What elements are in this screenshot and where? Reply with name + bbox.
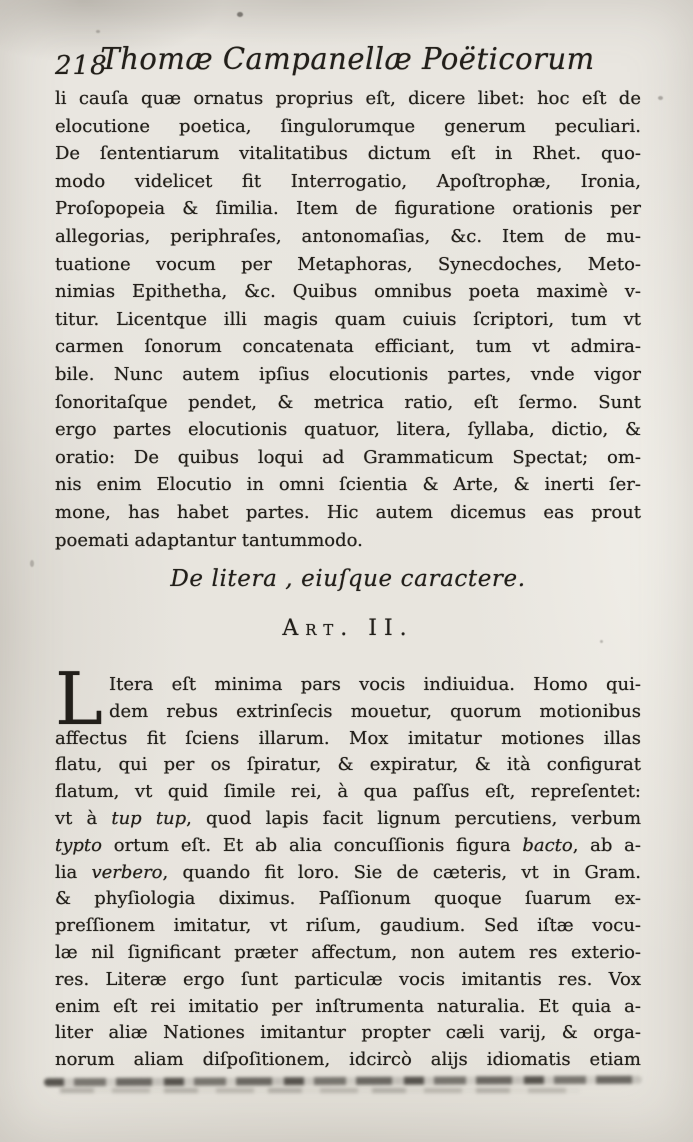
text-line: [55, 306, 641, 334]
text-segment: verbero: [91, 861, 163, 883]
text-segment: ſonoritaſque pendet, & metrica ratio, eſt ſermo. Sunt: [55, 391, 641, 413]
text-line: [55, 416, 641, 444]
text-segment: oratio: De quibus loqui ad Grammaticum Spectat; om-: [55, 446, 641, 468]
text-segment: liter aliæ Nationes imitantur propter cæli varij, & orga-: [55, 1022, 641, 1044]
text-line: [55, 278, 641, 306]
text-line: [55, 699, 641, 726]
cutoff-text-artifact-faint: [60, 1088, 580, 1093]
text-line: [55, 1020, 641, 1047]
text-segment: enim eſt rei imitatio per inſtrumenta naturalia. Et quia a-: [55, 995, 641, 1017]
text-line: [55, 389, 641, 417]
paragraph-elocution: [55, 85, 641, 554]
text-line: [55, 913, 641, 940]
paragraph-litera-lines: [55, 672, 641, 1074]
text-line: [55, 361, 641, 389]
text-segment: li cauſa quæ ornatus proprius eſt, dicere libet: hoc eſt de: [55, 88, 641, 109]
text-line: [55, 471, 641, 499]
text-segment: vt à: [55, 807, 112, 829]
text-line: [55, 195, 641, 223]
text-segment: flatu, qui per os ſpiratur, & expiratur, & ità configurat: [55, 754, 641, 776]
text-segment: bile. Nunc autem ipſius elocutionis partes, vnde vigor: [55, 363, 641, 385]
text-line: [55, 499, 641, 527]
text-segment: nis enim Elocutio in omni ſcientia & Arte, & inerti ſer-: [55, 474, 641, 496]
text-segment: lia: [55, 861, 92, 883]
text-segment: tup tup: [111, 807, 187, 829]
scan-speckle: [658, 96, 663, 100]
text-line: [55, 333, 641, 361]
text-segment: De ſententiarum vitalitatibus dictum eſt in Rhet. quo-: [55, 143, 641, 165]
text-line: [55, 444, 641, 472]
text-line: [55, 967, 641, 994]
text-line: [55, 527, 641, 555]
text-segment: norum aliam diſpoſitionem, idcircò alijs idiomatis etiam: [55, 1049, 641, 1071]
text-segment: Proſopopeia & ſimilia. Item de figuratione orationis per: [55, 198, 641, 220]
scan-speckle: [96, 30, 100, 33]
text-line: [55, 223, 641, 251]
text-segment: , quod lapis facit lignum percutiens, verbum: [186, 807, 642, 829]
text-segment: tuatione vocum per Metaphoras, Synecdoches, Meto-: [55, 253, 641, 275]
text-segment: elocutione poetica, ſingulorumque generum peculiari.: [55, 115, 641, 137]
text-segment: læ nil ſignificant præter affectum, non autem res exterio-: [55, 941, 641, 963]
dropcap-letter-L: L: [55, 657, 103, 741]
text-line: [55, 168, 641, 196]
text-line: [55, 779, 641, 806]
text-segment: , ab a-: [572, 834, 641, 856]
text-line: [55, 940, 641, 967]
text-line: [55, 886, 641, 913]
text-line: [55, 833, 641, 860]
text-line: [55, 251, 641, 279]
text-line: [55, 726, 641, 753]
text-segment: ortum eſt. Et ab alia concuſſionis figura: [102, 834, 523, 856]
text-segment: nimias Epithetha, &c. Quibus omnibus poeta maximè v-: [55, 281, 641, 303]
text-line: [55, 113, 641, 141]
running-title: Thomæ Campanellæ Poëticorum: [100, 41, 595, 77]
text-segment: titur. Licentque illi magis quam cuiuis ſcriptori, tum vt: [55, 308, 641, 330]
text-segment: affectus fit ſciens illarum. Mox imitatur motiones illas: [55, 727, 641, 749]
text-segment: modo videlicet fit Interrogatio, Apoſtrophæ, Ironia,: [55, 170, 641, 192]
text-segment: flatum, vt quid ſimile rei, à qua paſſus eſt, repreſentet:: [55, 781, 641, 803]
section-heading: De litera , eiuſque caractere.: [170, 566, 526, 592]
text-segment: poemati adaptantur tantummodo.: [55, 529, 363, 551]
text-segment: , quando fit loro. Sie de cæteris, vt in Gram.: [162, 861, 642, 883]
article-label: Art. II.: [282, 616, 414, 641]
scan-speckle: [30, 560, 34, 567]
text-line: [55, 806, 641, 833]
text-line: [55, 140, 641, 168]
text-segment: ergo partes elocutionis quatuor, litera, ſyllaba, dictio, &: [55, 419, 641, 441]
text-segment: allegorias, periphraſes, antonomaſias, &c. Item de mu-: [55, 225, 641, 247]
text-line: [55, 860, 641, 887]
cutoff-text-artifact: [44, 1076, 642, 1087]
text-line: [55, 752, 641, 779]
text-segment: preſſionem imitatur, vt riſum, gaudium. Sed iſtæ vocu-: [55, 915, 641, 937]
text-segment: Itera eſt minima pars vocis indiuidua. Homo qui-: [109, 674, 641, 695]
scan-speckle: [237, 12, 243, 17]
text-line: [55, 672, 641, 699]
text-segment: bacto: [522, 834, 573, 856]
text-segment: res. Literæ ergo ſunt particulæ vocis imitantis res. Vox: [55, 968, 641, 990]
paragraph-litera: [55, 657, 642, 1074]
running-head: [55, 42, 640, 86]
text-segment: carmen ſonorum concatenata efficiant, tum vt admira-: [55, 336, 641, 358]
text-line: [55, 994, 641, 1021]
text-line: [55, 85, 641, 113]
text-segment: typto: [55, 834, 102, 856]
text-line: [55, 1047, 641, 1074]
text-segment: & phyſiologia diximus. Paſſionum quoque ſuarum ex-: [55, 888, 641, 910]
text-segment: mone, has habet partes. Hic autem dicemus eas prout: [55, 501, 641, 523]
page-number: 218: [55, 51, 108, 81]
text-segment: dem rebus extrinſecis mouetur, quorum motionibus: [109, 700, 641, 722]
